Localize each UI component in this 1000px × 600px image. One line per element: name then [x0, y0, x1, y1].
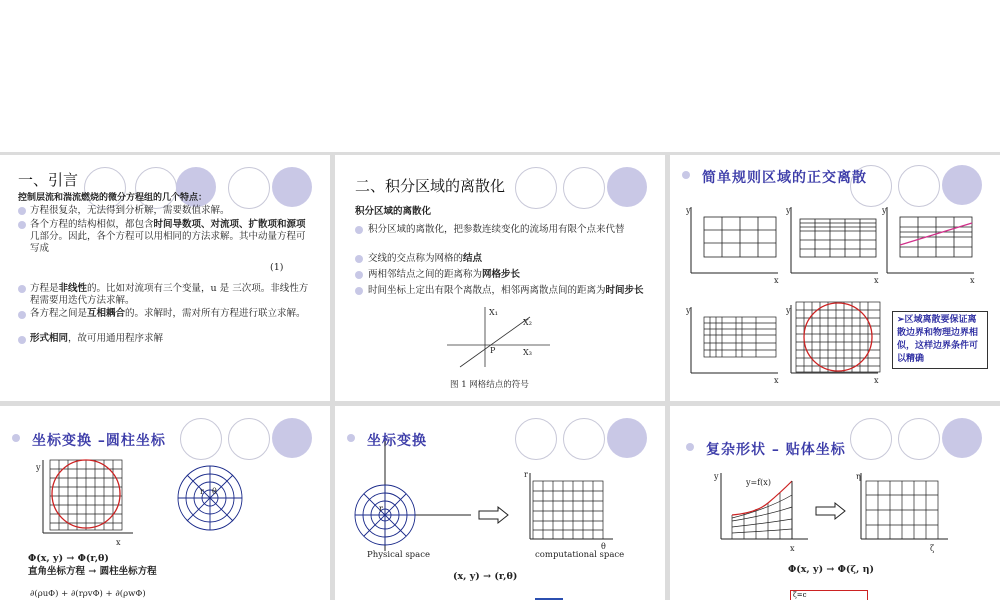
bottom-box: [790, 590, 868, 600]
axis-label: y: [686, 306, 691, 315]
axis-label: ζ: [930, 544, 935, 553]
bullet-text: [30, 333, 310, 345]
slide-title: 复杂形状 – 贴体坐标: [706, 442, 846, 458]
arrow-icon: [478, 506, 510, 524]
text-emphasis: 互相耦合: [87, 308, 126, 319]
bullet-text: [30, 308, 310, 320]
rect-grid-figure: [686, 205, 781, 285]
slide-5-transform[interactable]: [335, 406, 665, 600]
arrow-icon: →: [88, 566, 97, 577]
equation-transform: [28, 566, 157, 578]
axis-label: x: [970, 276, 975, 285]
text-part: 直角坐标方程: [28, 566, 86, 577]
deco-circle: [515, 167, 557, 209]
computational-space-label: computational space: [535, 550, 625, 560]
arrow-icon: [815, 502, 847, 520]
axis-label: r: [379, 504, 383, 513]
deco-circle: [607, 167, 647, 207]
body-fitted-computational-figure: [856, 471, 951, 556]
box-text: ζ=c: [793, 591, 807, 599]
bullet-text: [30, 283, 310, 307]
axis-label: X₁: [489, 308, 498, 317]
deco-circle: [228, 167, 270, 209]
bullet-icon: [12, 434, 20, 442]
cartesian-circle-grid: [38, 458, 138, 548]
slide-1-introduction[interactable]: [0, 155, 330, 401]
text-emphasis: 非线性: [58, 283, 88, 294]
text-part: 两相邻结点之间的距离称为: [368, 269, 483, 280]
axis-label: y: [882, 206, 887, 215]
bullet-text: [30, 219, 310, 255]
text-part: 圆柱坐标方程: [99, 566, 157, 577]
deco-circle: [898, 165, 940, 207]
subtitle: 积分区域的离散化: [355, 206, 432, 217]
figure-caption: 图 1 网格结点的符号: [450, 380, 529, 390]
deco-circle: [942, 165, 982, 205]
bullet-icon: [18, 221, 26, 229]
slide-title: 简单规则区域的正交离散: [702, 170, 867, 186]
rect-grid-fine-figure: [786, 205, 881, 285]
axis-label: x: [874, 276, 879, 285]
slide-4-cylindrical[interactable]: [0, 406, 330, 600]
axis-label: η: [856, 472, 861, 481]
deco-circle: [850, 418, 892, 460]
deco-circle: [563, 418, 605, 460]
axis-label: X₃: [523, 348, 532, 357]
rect-grid-dense-figure: [686, 305, 781, 385]
text-part: 的。比如对流项有三个变量，u 是 三次项。非线性方程需要用迭代方法求解。: [30, 283, 309, 306]
node-label: P: [490, 346, 496, 355]
slide-6-body-fitted[interactable]: [670, 406, 1000, 600]
text-part: ，故可用通用程序求解: [68, 333, 164, 344]
note-text: 区域离散要保证离散边界和物理边界相似，这样边界条件可以精确: [897, 315, 979, 364]
text-emphasis: 形式相同: [30, 333, 69, 344]
bullet-icon: [18, 336, 26, 344]
bullet-text: [368, 285, 648, 297]
curve-label: y=f(x): [746, 478, 771, 487]
physical-space-label: Physical space: [367, 550, 430, 560]
axis-label: y: [686, 206, 691, 215]
bullet-icon: [686, 443, 694, 451]
slide-title: 坐标变换: [367, 433, 427, 449]
deco-circle: [942, 418, 982, 458]
axis-label: x: [874, 376, 879, 385]
bullet-icon: [355, 255, 363, 263]
bullet-icon: [355, 226, 363, 234]
bullet-text: [368, 253, 648, 265]
deco-circle: [563, 167, 605, 209]
blank-top-area: [0, 0, 1000, 152]
bullet-icon: [18, 207, 26, 215]
text-part: 时间坐标上定出有限个离散点，相邻两离散点间的距离为: [368, 285, 606, 296]
deco-circle: [180, 418, 222, 460]
deco-circle: [607, 418, 647, 458]
axis-label: y: [36, 463, 41, 472]
slide-3-orthogonal[interactable]: [670, 155, 1000, 401]
body-fitted-physical-figure: [716, 471, 811, 556]
axis-label: x: [774, 276, 779, 285]
formula-fragment: ∂(ρuΦ) + ∂(rρvΦ) + ∂(ρwΦ): [30, 589, 146, 599]
circle-grid-figure: [786, 300, 886, 385]
axis-label: θ: [212, 487, 217, 496]
bullet-icon: [355, 271, 363, 279]
axis-label: y: [786, 206, 791, 215]
equation-number: (1): [270, 262, 284, 273]
rect-grid-interface-figure: [882, 205, 977, 285]
bullet-icon: [682, 171, 690, 179]
bullet-icon: [18, 285, 26, 293]
axis-label: X₂: [523, 318, 532, 327]
deco-circle: [228, 418, 270, 460]
bullet-text: [368, 269, 648, 281]
polar-grid-figure: [172, 464, 252, 544]
grid-node-figure: [445, 305, 555, 375]
computational-space-figure: [525, 471, 615, 551]
slide-title: 坐标变换 –圆柱坐标: [32, 433, 166, 449]
axis-label: r: [200, 487, 204, 496]
text-part: 几部分。因此，各个方程可以用相同的方法求解。其中动量方程可写成: [30, 231, 306, 254]
axis-label: y: [714, 472, 719, 481]
text-part: 的。求解时，需对所有方程进行联立求解。: [125, 308, 306, 319]
slide-title: 二、积分区域的离散化: [355, 177, 506, 195]
note-box: [892, 311, 988, 369]
axis-label: x: [116, 538, 121, 547]
deco-circle: [515, 418, 557, 460]
bullet-text: 积分区域的离散化，把参数连续变化的流场用有限个点来代替: [368, 224, 625, 235]
slide-title: 一、引言: [18, 171, 79, 189]
bullet-icon: [18, 311, 26, 319]
bullet-text: 方程很复杂，无法得到分析解，需要数值求解。: [30, 205, 230, 216]
subtitle: 控制层流和湍流燃烧的微分方程组的几个特点：: [18, 193, 208, 203]
mapping-text: Φ(x, y) → Φ(ζ, η): [788, 564, 875, 575]
mapping-text: Φ(x, y) → Φ(r,θ): [28, 553, 109, 564]
axis-label: r: [524, 470, 528, 479]
deco-circle: [272, 418, 312, 458]
text-part: 方程是: [30, 283, 59, 294]
axis-label: x: [790, 544, 795, 553]
text-part: 交线的交点称为网格的: [368, 253, 464, 264]
deco-circle: [898, 418, 940, 460]
bullet-icon: [355, 287, 363, 295]
arrow-icon: ➢: [897, 315, 905, 325]
physical-space-figure: [353, 441, 473, 551]
axis-label: y: [786, 306, 791, 315]
text-emphasis: 结点: [463, 253, 483, 264]
mapping-text: (x, y) → (r,θ): [453, 571, 518, 582]
slide-2-discretization[interactable]: [335, 155, 665, 401]
text-emphasis: 时间步长: [605, 285, 644, 296]
deco-circle: [272, 167, 312, 207]
text-emphasis: 网格步长: [482, 269, 521, 280]
text-part: 各方程之间是: [30, 308, 88, 319]
axis-label: x: [774, 376, 779, 385]
text-part: 各个方程的结构相似，都包含: [30, 219, 154, 230]
text-emphasis: 时间导数项、对流项、扩散项和源项: [153, 219, 306, 230]
axis-label: θ: [601, 542, 606, 551]
